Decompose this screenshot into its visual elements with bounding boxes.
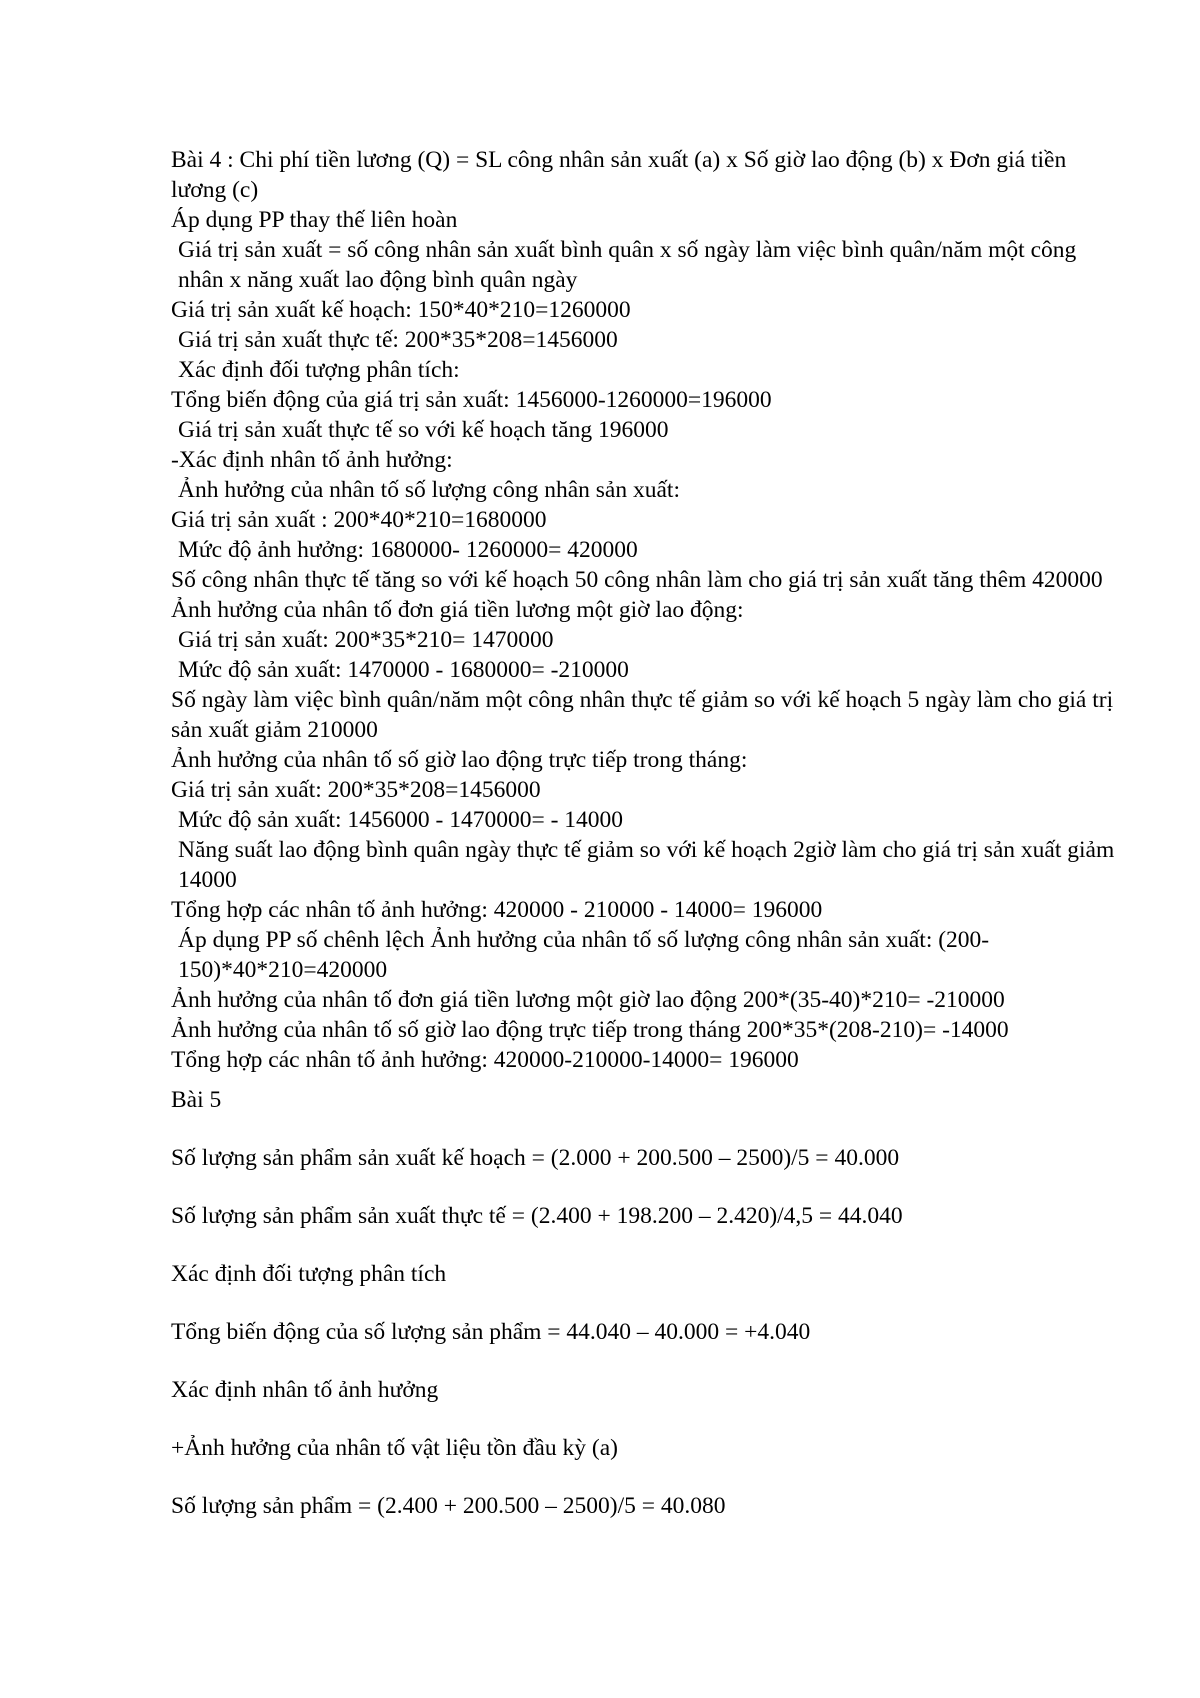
- bai5-line-6: +Ảnh hưởng của nhân tố vật liệu tồn đầu kỳ (a): [171, 1435, 618, 1461]
- bai4-line-20: Mức độ sản xuất: 1456000 - 1470000= - 14000: [178, 807, 624, 833]
- bai5-heading: Bài 5: [171, 1087, 222, 1113]
- bai4-line-15: Giá trị sản xuất: 200*35*210= 1470000: [178, 627, 554, 653]
- bai4-line-18: Ảnh hưởng của nhân tố số giờ lao động trực tiếp trong tháng:: [171, 747, 748, 773]
- bai4-line-4: Giá trị sản xuất kế hoạch: 150*40*210=1260000: [171, 297, 631, 323]
- document-body: [171, 145, 1126, 1521]
- bai4-line-6: Xác định đối tượng phân tích:: [178, 357, 460, 383]
- bai5-line-4: Tổng biến động của số lượng sản phẩm = 44.040 – 40.000 = +4.040: [171, 1319, 811, 1345]
- bai4-line-21: Năng suất lao động bình quân ngày thực tế giảm so với kế hoạch 2giờ làm cho giá trị sản xuất giảm 14000: [178, 837, 1115, 893]
- bai4-line-23: Áp dụng PP số chênh lệch Ảnh hưởng của nhân tố số lượng công nhân sản xuất: (200-150)*40*210=420000: [178, 927, 990, 983]
- bai4-line-7: Tổng biến động của giá trị sản xuất: 1456000-1260000=196000: [171, 387, 772, 413]
- bai4-line-9: -Xác định nhân tố ảnh hưởng:: [171, 447, 453, 473]
- bai4-line-22: Tổng hợp các nhân tố ảnh hưởng: 420000 - 210000 - 14000= 196000: [171, 897, 823, 923]
- bai4-line-14: Ảnh hưởng của nhân tố đơn giá tiền lương một giờ lao động:: [171, 597, 744, 623]
- bai4-line-8: Giá trị sản xuất thực tế so với kế hoạch tăng 196000: [178, 417, 669, 443]
- bai5-line-5: Xác định nhân tố ảnh hưởng: [171, 1377, 439, 1403]
- bai4-line-17: Số ngày làm việc bình quân/năm một công nhân thực tế giảm so với kế hoạch 5 ngày làm cho giá trị sản xuất giảm 210000: [171, 687, 1114, 743]
- bai4-line-1: Bài 4 : Chi phí tiền lương (Q) = SL công nhân sản xuất (a) x Số giờ lao động (b) x Đơn giá tiền lương (c): [171, 147, 1067, 203]
- bai4-line-3: Giá trị sản xuất = số công nhân sản xuất bình quân x số ngày làm việc bình quân/năm một công nhân x năng xuất lao động bình quân ngày: [178, 237, 1077, 293]
- bai4-line-12: Mức độ ảnh hưởng: 1680000- 1260000= 420000: [178, 537, 638, 563]
- bai4-line-2: Áp dụng PP thay thế liên hoàn: [171, 207, 458, 233]
- bai4-line-26: Tổng hợp các nhân tố ảnh hưởng: 420000-210000-14000= 196000: [171, 1047, 799, 1073]
- bai4-line-16: Mức độ sản xuất: 1470000 - 1680000= -210000: [178, 657, 629, 683]
- bai4-line-5: Giá trị sản xuất thực tế: 200*35*208=1456000: [178, 327, 618, 353]
- bai4-line-25: Ảnh hưởng của nhân tố số giờ lao động trực tiếp trong tháng 200*35*(208-210)= -14000: [171, 1017, 1009, 1043]
- bai4-line-24: Ảnh hưởng của nhân tố đơn giá tiền lương một giờ lao động 200*(35-40)*210= -210000: [171, 987, 1005, 1013]
- bai5-line-1: Số lượng sản phẩm sản xuất kế hoạch = (2.000 + 200.500 – 2500)/5 = 40.000: [171, 1145, 900, 1171]
- bai5-line-3: Xác định đối tượng phân tích: [171, 1261, 447, 1287]
- bai5-line-2: Số lượng sản phẩm sản xuất thực tế = (2.400 + 198.200 – 2.420)/4,5 = 44.040: [171, 1203, 903, 1229]
- bai4-line-11: Giá trị sản xuất : 200*40*210=1680000: [171, 507, 547, 533]
- bai5-line-7: Số lượng sản phẩm = (2.400 + 200.500 – 2500)/5 = 40.080: [171, 1493, 726, 1519]
- bai4-line-10: Ảnh hưởng của nhân tố số lượng công nhân sản xuất:: [178, 477, 680, 503]
- bai4-line-13: Số công nhân thực tế tăng so với kế hoạch 50 công nhân làm cho giá trị sản xuất tăng thêm 420000: [171, 567, 1103, 593]
- bai4-line-19: Giá trị sản xuất: 200*35*208=1456000: [171, 777, 541, 803]
